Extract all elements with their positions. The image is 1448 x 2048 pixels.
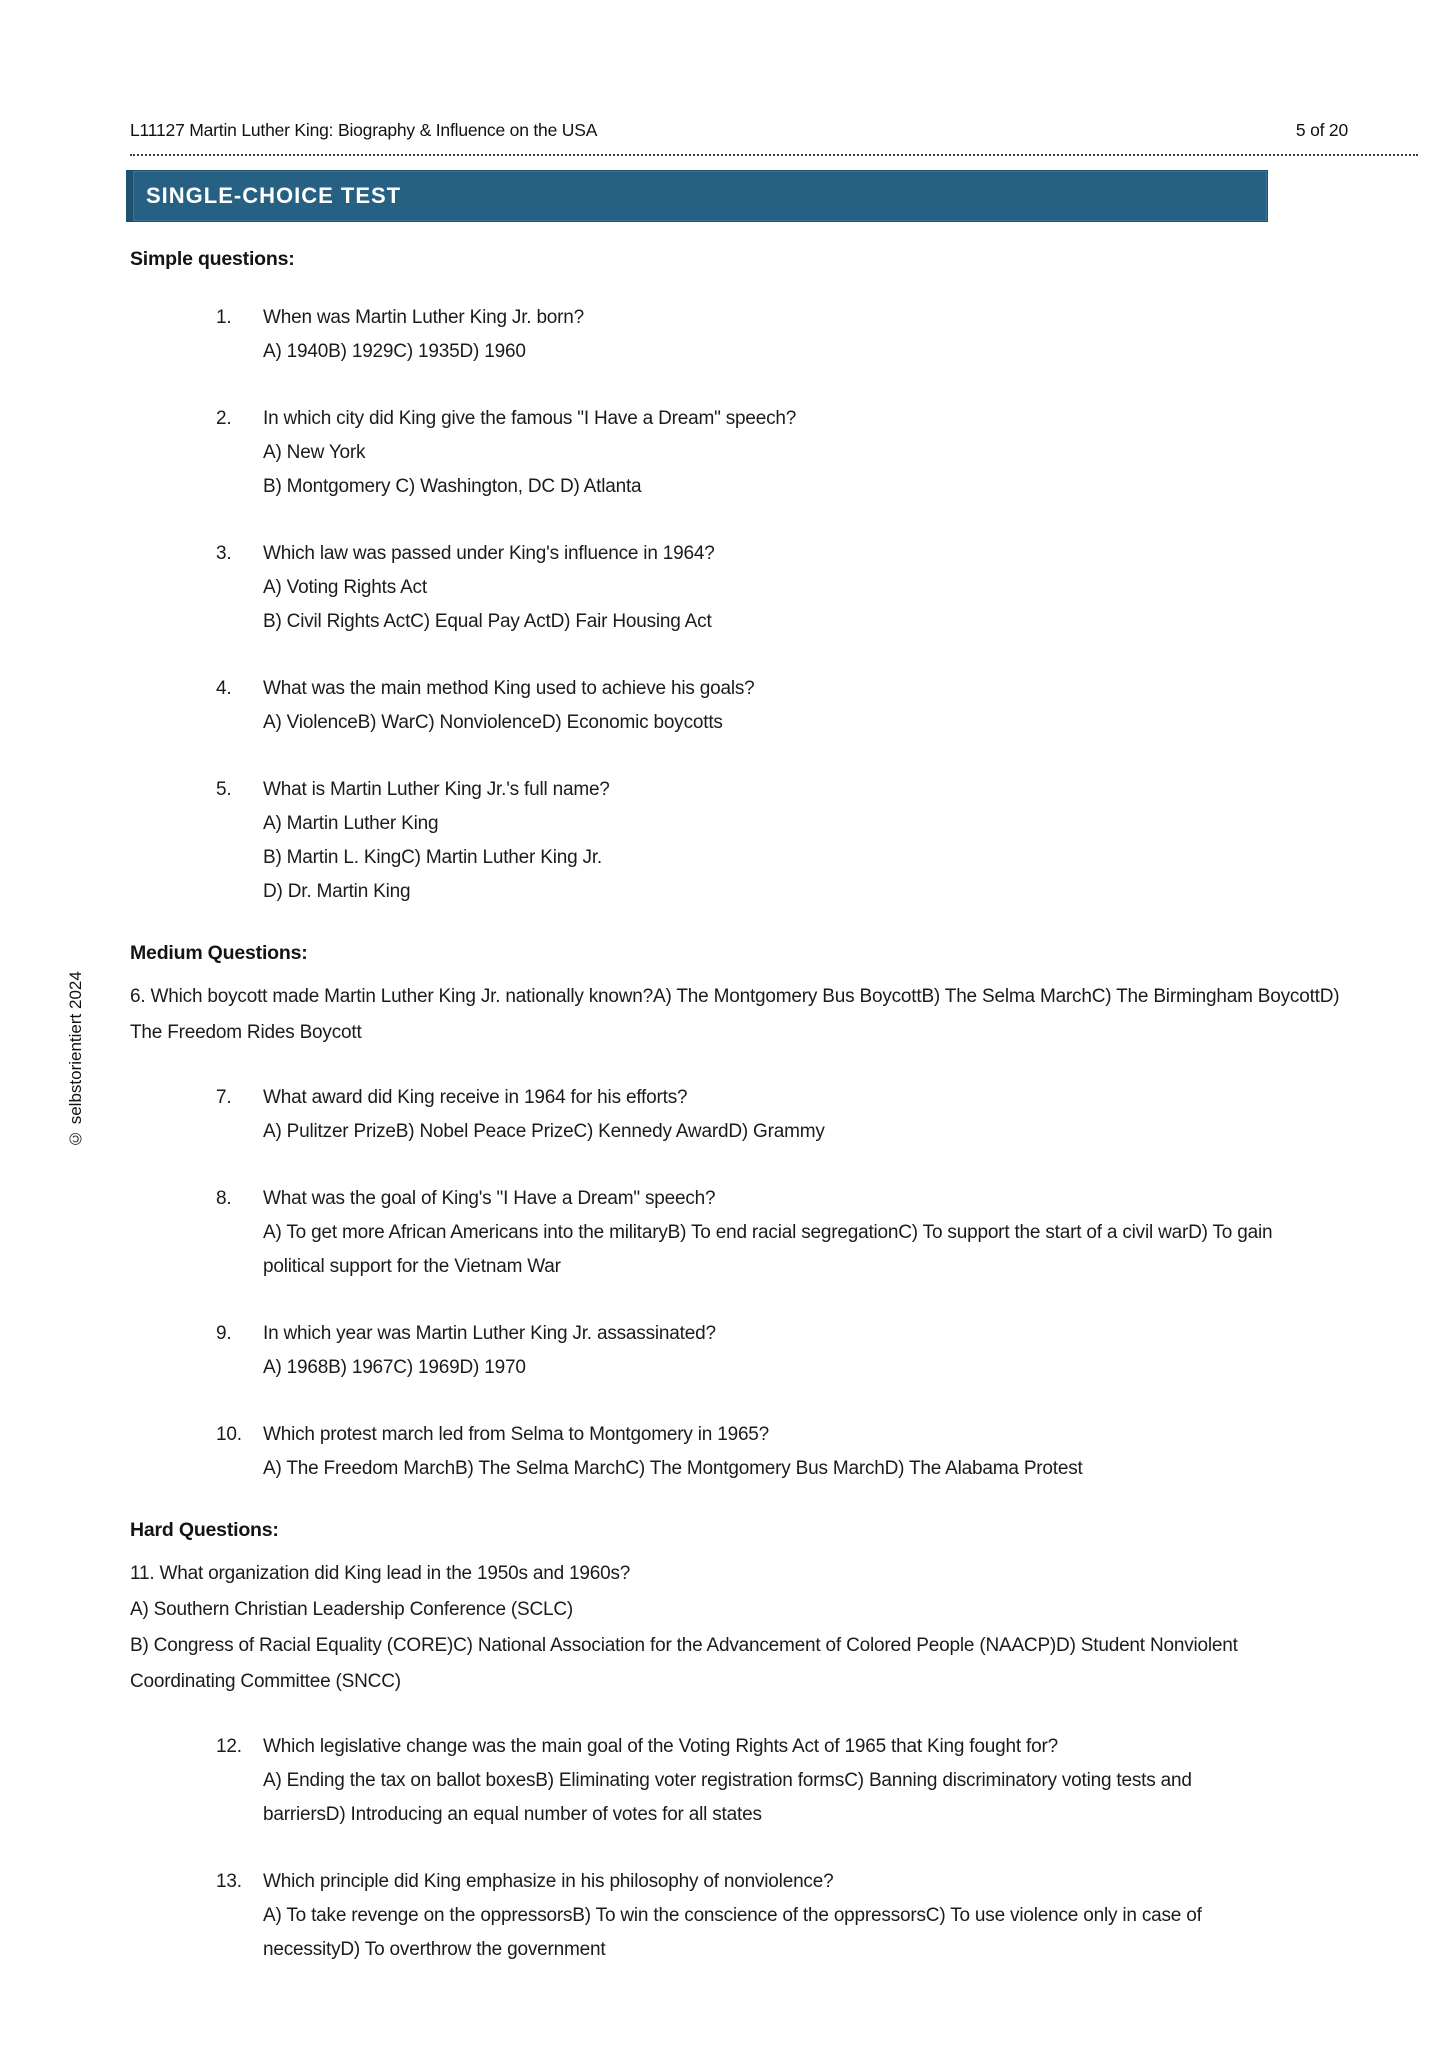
answer-options: A) 1940B) 1929C) 1935D) 1960 [263,341,526,362]
section-heading-medium: Medium Questions: [130,942,308,964]
question-list-medium [130,1081,1350,1486]
answer-options: A) New York [263,442,366,463]
question-number: 12. [216,1736,242,1757]
answer-options: A) ViolenceB) WarC) NonviolenceD) Economic boycotts [263,712,723,733]
header-title: L11127 Martin Luther King: Biography & Influence on the USA [130,120,598,140]
question-6-paragraph: 6. Which boycott made Martin Luther King Jr. nationally known?A) The Montgomery Bus BoycottB) The Selma MarchC) The Birmingham BoycottD) The Freedom Rides Boycott [130,986,1340,1043]
question-item-9 [216,1317,1350,1385]
question-text: Which law was passed under King's influence in 1964? [263,543,715,564]
question-number: 4. [216,678,232,699]
section-banner [127,171,1267,221]
question-text: Which principle did King emphasize in his philosophy of nonviolence? [263,1871,834,1892]
section-hard [130,1519,1350,1967]
question-text: Which legislative change was the main goal of the Voting Rights Act of 1965 that King fought for? [263,1736,1058,1757]
question-list-simple [130,301,1350,909]
question-item-2 [216,402,1350,504]
question-item-1 [216,301,1350,369]
question-text: What is Martin Luther King Jr.'s full name? [263,779,610,800]
question-text: What was the main method King used to achieve his goals? [263,678,755,699]
question-number: 9. [216,1323,232,1344]
question-text: In which city did King give the famous "I Have a Dream" speech? [263,408,797,429]
answer-options: D) Dr. Martin King [263,881,411,902]
question-number: 13. [216,1871,242,1892]
answer-options: A) 1968B) 1967C) 1969D) 1970 [263,1357,526,1378]
question-number: 2. [216,408,232,429]
question-item-3 [216,537,1350,639]
answer-options: B) Civil Rights ActC) Equal Pay ActD) Fair Housing Act [263,611,712,632]
question-text: When was Martin Luther King Jr. born? [263,307,585,328]
question-item-5 [216,773,1350,909]
question-item-12 [216,1730,1350,1832]
question-item-13 [216,1865,1350,1967]
answer-options: A) To take revenge on the oppressorsB) To win the conscience of the oppressorsC) To use violence only in case of necessityD) To overthrow the government [263,1905,1202,1960]
question-text: What was the goal of King's "I Have a Dream" speech? [263,1188,716,1209]
answer-options: A) Ending the tax on ballot boxesB) Eliminating voter registration formsC) Banning discriminatory voting tests and barriersD) Introducing an equal number of votes for all states [263,1770,1192,1825]
section-heading-simple: Simple questions: [130,248,295,270]
page-header [130,120,1418,156]
question-number: 1. [216,307,232,328]
question-number: 10. [216,1424,242,1445]
answer-options: A) Voting Rights Act [263,577,427,598]
test-content [130,248,1350,2000]
answer-options: B) Martin L. KingC) Martin Luther King Jr. [263,847,603,868]
section-medium [130,942,1350,1486]
question-list-hard [130,1730,1350,1967]
answer-options: A) The Freedom MarchB) The Selma MarchC) The Montgomery Bus MarchD) The Alabama Protest [263,1458,1083,1479]
question-text: Which protest march led from Selma to Montgomery in 1965? [263,1424,770,1445]
question-item-7 [216,1081,1350,1149]
banner-title: SINGLE-CHOICE TEST [146,183,402,208]
copyright-vertical-text: © selbstorientiert 2024 [66,971,85,1148]
answer-options: A) Pulitzer PrizeB) Nobel Peace PrizeC) Kennedy AwardD) Grammy [263,1121,825,1142]
answer-options: A) Martin Luther King [263,813,439,834]
question-11-text: 11. What organization did King lead in the 1950s and 1960s? [130,1563,631,1584]
answer-options: A) To get more African Americans into the militaryB) To end racial segregationC) To support the start of a civil warD) To gain political support for the Vietnam War [263,1222,1273,1277]
question-text: What award did King receive in 1964 for his efforts? [263,1087,688,1108]
question-number: 8. [216,1188,232,1209]
question-number: 3. [216,543,232,564]
question-item-4 [216,672,1350,740]
question-item-8 [216,1182,1350,1284]
question-11-option-a: A) Southern Christian Leadership Conference (SCLC) [130,1599,574,1620]
question-11-options-bcd: B) Congress of Racial Equality (CORE)C) National Association for the Advancement of Colored People (NAACP)D) Student Nonviolent Coordinating Committee (SNCC) [130,1635,1238,1692]
page-number: 5 of 20 [1295,120,1348,140]
section-heading-hard: Hard Questions: [130,1519,279,1541]
question-number: 7. [216,1087,232,1108]
question-text: In which year was Martin Luther King Jr. assassinated? [263,1323,716,1344]
answer-options: B) Montgomery C) Washington, DC D) Atlanta [263,476,642,497]
section-simple [130,248,1350,909]
question-number: 5. [216,779,232,800]
question-item-10 [216,1418,1350,1486]
